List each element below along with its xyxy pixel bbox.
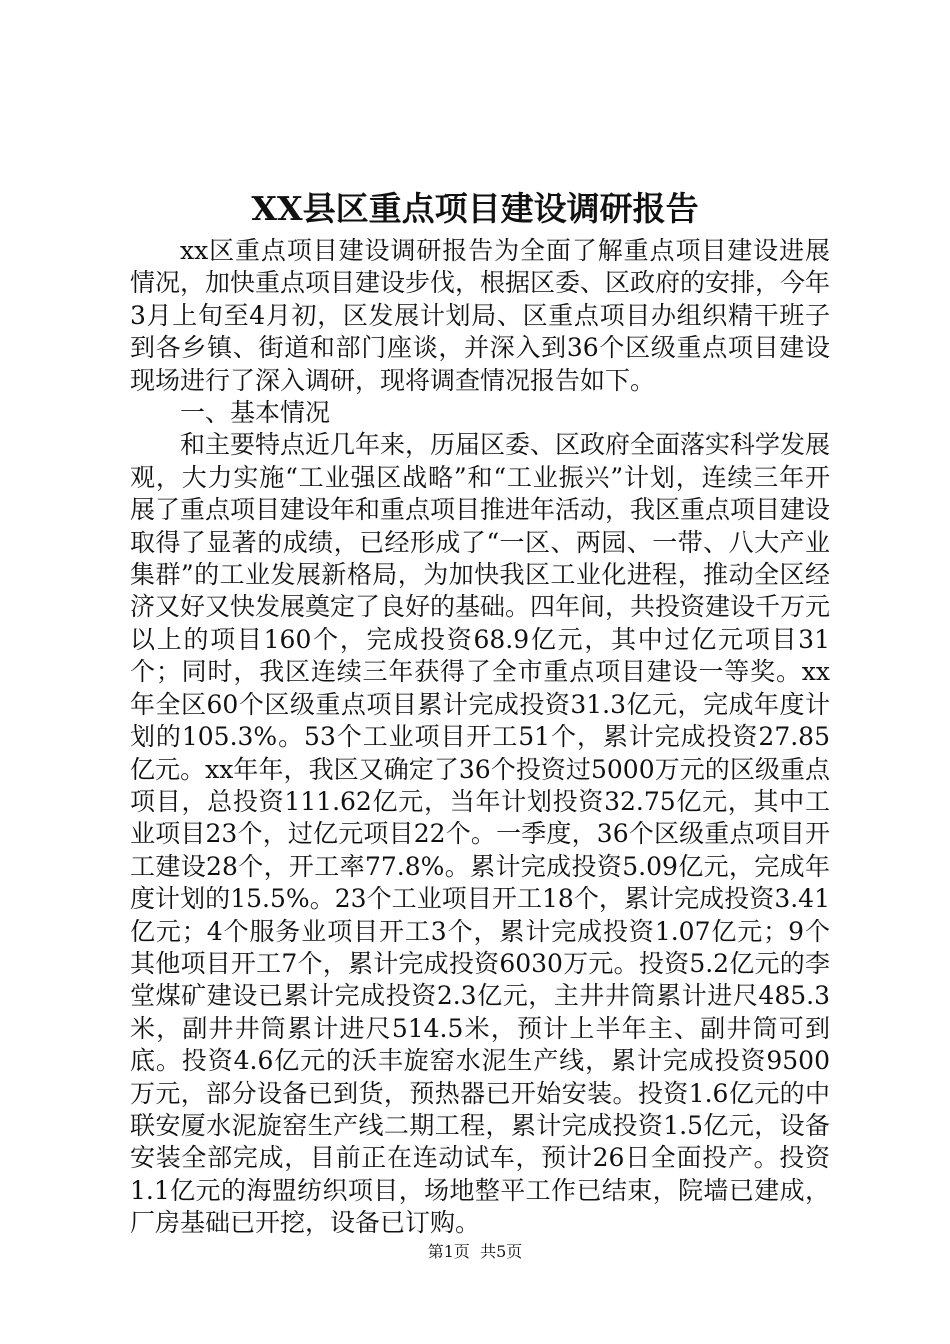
document-body bbox=[130, 235, 830, 1240]
body-paragraph: 和主要特点近几年来，历届区委、区政府全面落实科学发展观，大力实施“工业强区战略”和“工业振兴”计划，连续三年开展了重点项目建设年和重点项目推进年活动，我区重点项目建设取得了显著的成绩，已经形成了“一区、两园、一带、八大产业集群”的工业发展新格局，为加快我区工业化进程，推动全区经济又好又快发展奠定了良好的基础。四年间，共投资建设千万元以上的项目160个，完成投资68.9亿元，其中过亿元项目31个；同时，我区连续三年获得了全市重点项目建设一等奖。xx年全区60个区级重点项目累计完成投资31.3亿元，完成年度计划的105.3%。53个工业项目开工51个，累计完成投资27.85亿元。xx年年，我区又确定了36个投资过5000万元的区级重点项目，总投资111.62亿元，当年计划投资32.75亿元，其中工业项目23个，过亿元项目22个。一季度，36个区级重点项目开工建设28个，开工率77.8%。累计完成投资5.09亿元，完成年度计划的15.5%。23个工业项目开工18个，累计完成投资3.41亿元；4个服务业项目开工3个，累计完成投资1.07亿元；9个其他项目开工7个，累计完成投资6030万元。投资5.2亿元的李堂煤矿建设已累计完成投资2.3亿元，主井井筒累计进尺485.3米，副井井筒累计进尺514.5米，预计上半年主、副井筒可到底。投资4.6亿元的沃丰旋窑水泥生产线，累计完成投资9500万元，部分设备已到货，预热器已开始安装。投资1.6亿元的中联安厦水泥旋窑生产线二期工程，累计完成投资1.5亿元，设备安装全部完成，目前正在连动试车，预计26日全面投产。投资1.1亿元的海盟纺织项目，场地整平工作已结束，院墙已建成，厂房基础已开挖，设备已订购。 bbox=[130, 430, 831, 1238]
page-total: 共5页 bbox=[480, 1242, 523, 1261]
page-footer bbox=[0, 1240, 950, 1264]
page-number: 第1页 bbox=[427, 1242, 470, 1261]
section-heading: 一、基本情况 bbox=[180, 398, 331, 428]
document-title: XX县区重点项目建设调研报告 bbox=[251, 189, 699, 228]
intro-paragraph: xx区重点项目建设调研报告为全面了解重点项目建设进展情况，加快重点项目建设步伐，根据区委、区政府的安排，今年3月上旬至4月初，区发展计划局、区重点项目办组织精干班子到各乡镇、街道和部门座谈，并深入到36个区级重点项目建设现场进行了深入调研，现将调查情况报告如下。 bbox=[130, 236, 831, 395]
